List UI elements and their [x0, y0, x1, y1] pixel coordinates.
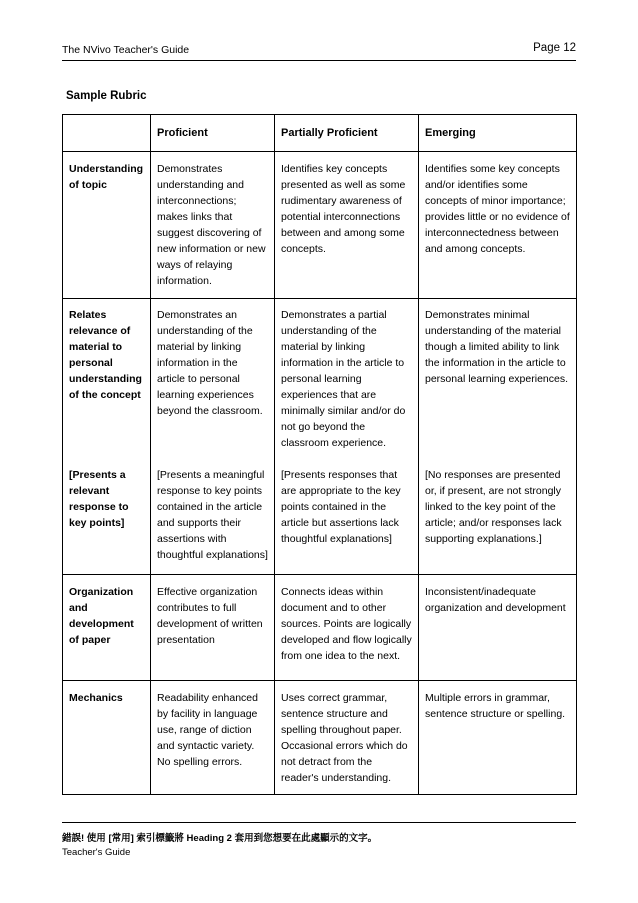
- emerging-text: Inconsistent/inadequate organization and development: [425, 586, 566, 614]
- table-row: [63, 575, 577, 681]
- proficient-text: Readability enhanced by facility in language use, range of diction and syntactic variety. No spelling errors.: [157, 692, 258, 768]
- table-row: [63, 299, 577, 575]
- rubric-table: [62, 114, 577, 795]
- page-header: [62, 38, 576, 61]
- table-row: [63, 681, 577, 795]
- page-number: Page 12: [533, 42, 576, 54]
- partial-cell: [275, 681, 419, 795]
- proficient-cell: [151, 152, 275, 299]
- proficient-text: Demonstrates an understanding of the material by linking information in the article to personal learning experiences beyond the classroom.: [157, 309, 263, 417]
- emerging-cell: [419, 152, 577, 299]
- criterion-text: Understanding of topic: [69, 163, 144, 191]
- header-row: [63, 115, 577, 152]
- criterion-text: Relates relevance of material to personal understanding of the concept: [69, 309, 142, 401]
- proficient-text: Effective organization contributes to full development of written presentation: [157, 586, 263, 646]
- emerging-cell: [419, 299, 577, 575]
- column-header-criterion: [63, 115, 151, 152]
- criterion-text: Organization and development of paper: [69, 586, 134, 646]
- partial-text: Demonstrates a partial understanding of the material by linking information in the article to personal learning experiences that are minimally similar and/or do not go beyond the classroom experience.: [281, 309, 406, 449]
- criterion-cell: [63, 681, 151, 795]
- proficient-cell: [151, 299, 275, 575]
- partial-cell: [275, 299, 419, 575]
- emerging-text: Demonstrates minimal understanding of the material though a limited ability to link the information in the article to personal learning experiences.: [425, 309, 569, 385]
- proficient-cell: [151, 681, 275, 795]
- footer-subtitle: Teacher's Guide: [62, 847, 131, 858]
- emerging-cell: [419, 681, 577, 795]
- partial-text: Uses correct grammar, sentence structure and spelling throughout paper. Occasional errors which do not detract from the reader's understanding.: [281, 692, 408, 784]
- proficient-text-secondary: [Presents a meaningful response to key points contained in the article and supports their assertions with thoughtful explanations]: [157, 469, 268, 561]
- page-footer: [62, 822, 576, 858]
- criterion-text: Mechanics: [69, 692, 123, 704]
- header-title: The NVivo Teacher's Guide: [62, 44, 190, 56]
- footer-error-text: 錯誤! 使用 [常用] 索引標籤將 Heading 2 套用到您想要在此處顯示的文字。: [62, 833, 378, 844]
- emerging-text: Multiple errors in grammar, sentence structure or spelling.: [425, 692, 566, 720]
- partial-text: Identifies key concepts presented as well as some rudimentary awareness of potential interconnections between and among some concepts.: [281, 163, 406, 255]
- column-header-partial: Partially Proficient: [275, 115, 419, 152]
- emerging-text: Identifies some key concepts and/or identifies some concepts of minor importance; provides little or no evidence of interconnectedness between and among concepts.: [425, 163, 570, 255]
- column-header-proficient: Proficient: [151, 115, 275, 152]
- criterion-text-secondary: [Presents a relevant response to key points]: [69, 469, 129, 529]
- criterion-cell: [63, 575, 151, 681]
- column-header-emerging: Emerging: [419, 115, 577, 152]
- emerging-cell: [419, 575, 577, 681]
- criterion-cell: [63, 299, 151, 575]
- proficient-text: Demonstrates understanding and interconnections; makes links that suggest discovering of new information or new ways of relaying information.: [157, 163, 266, 287]
- section-title: Sample Rubric: [66, 90, 147, 102]
- partial-text-secondary: [Presents responses that are appropriate to the key points contained in the article but assertions lack thoughtful explanations]: [281, 469, 401, 545]
- emerging-text-secondary: [No responses are presented or, if present, are not strongly linked to the key point of the article; and/or responses lack supporting explanations.]: [425, 469, 562, 545]
- criterion-cell: [63, 152, 151, 299]
- partial-cell: [275, 152, 419, 299]
- partial-text: Connects ideas within document and to other sources. Points are logically developed and flow logically from one idea to the next.: [281, 586, 412, 662]
- proficient-cell: [151, 575, 275, 681]
- table-row: [63, 152, 577, 299]
- partial-cell: [275, 575, 419, 681]
